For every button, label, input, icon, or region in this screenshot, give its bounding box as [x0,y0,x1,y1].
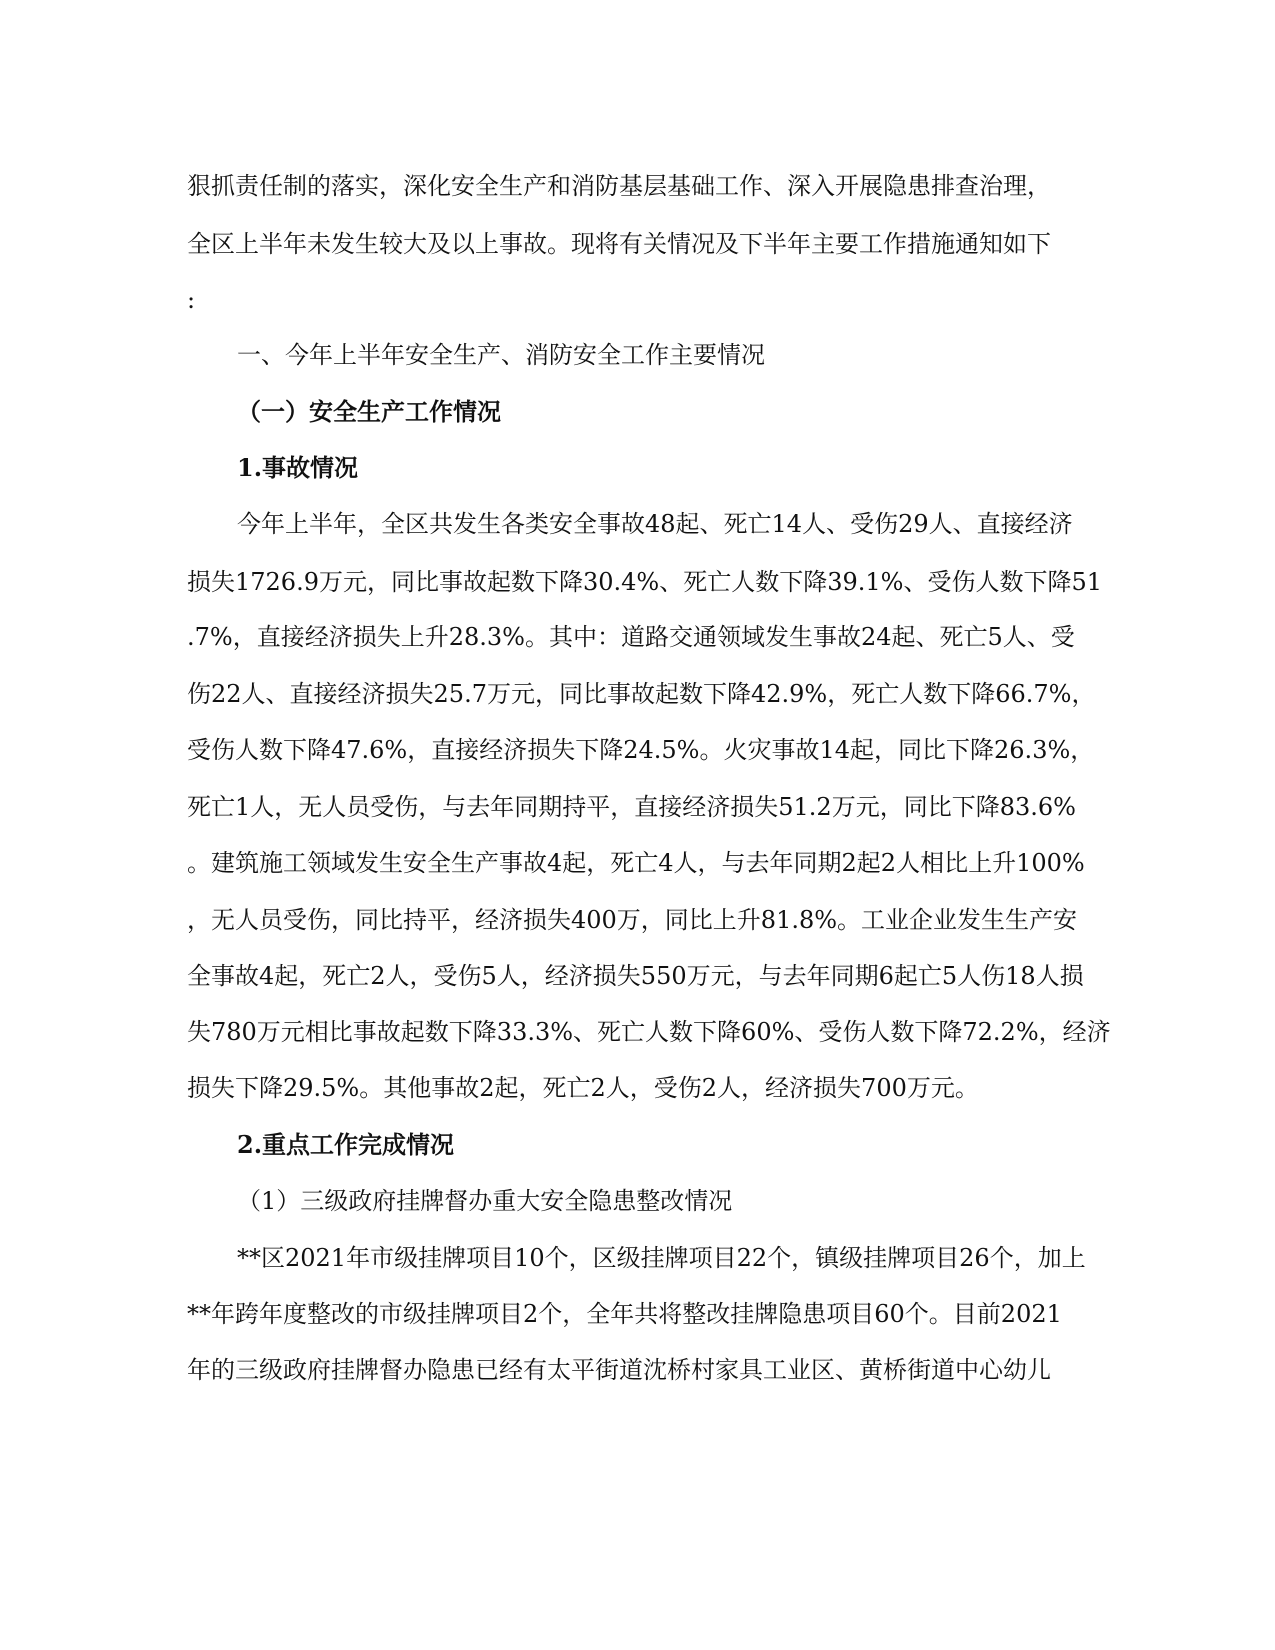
paragraph-line: 死亡1人，无人员受伤，与去年同期持平，直接经济损失51.2万元，同比下降83.6% [187,793,1076,821]
subsection-heading: 2.重点工作完成情况 [237,1130,455,1159]
paragraph-line: 全区上半年未发生较大及以上事故。现将有关情况及下半年主要工作措施通知如下 [187,230,1051,258]
paragraph-line: 损失下降29.5%。其他事故2起，死亡2人，受伤2人，经济损失700万元。 [187,1074,979,1102]
paragraph-line: **区2021年市级挂牌项目10个，区级挂牌项目22个，镇级挂牌项目26个，加上 [237,1244,1086,1272]
paragraph-line: **年跨年度整改的市级挂牌项目2个，全年共将整改挂牌隐患项目60个。目前2021 [187,1300,1062,1328]
paragraph-line: 伤22人、直接经济损失25.7万元，同比事故起数下降42.9%，死亡人数下降66.7%， [187,680,1096,708]
paragraph-line: 损失1726.9万元，同比事故起数下降30.4%、死亡人数下降39.1%、受伤人数下降51 [187,568,1102,596]
paragraph-line: 失780万元相比事故起数下降33.3%、死亡人数下降60%、受伤人数下降72.2%，经济 [187,1018,1111,1046]
paragraph-line: .7%，直接经济损失上升28.3%。其中：道路交通领域发生事故24起、死亡5人、受 [187,623,1075,651]
paragraph-line: 全事故4起，死亡2人，受伤5人，经济损失550万元，与去年同期6起亡5人伤18人损 [187,962,1084,990]
paragraph-line: 狠抓责任制的落实，深化安全生产和消防基层基础工作、深入开展隐患排查治理， [187,172,1051,200]
section-heading: 一、今年上半年安全生产、消防安全工作主要情况 [237,341,765,369]
subsection-heading: （一）安全生产工作情况 [237,397,501,426]
paragraph-line: 年的三级政府挂牌督办隐患已经有太平街道沈桥村家具工业区、黄桥街道中心幼儿 [187,1356,1051,1384]
item-heading: （1）三级政府挂牌督办重大安全隐患整改情况 [237,1187,733,1215]
paragraph-line: ，无人员受伤，同比持平，经济损失400万，同比上升81.8%。工业企业发生生产安 [187,906,1078,934]
paragraph-line: 。建筑施工领域发生安全生产事故4起，死亡4人，与去年同期2起2人相比上升100% [187,849,1085,877]
subsection-heading: 1.事故情况 [237,453,359,482]
paragraph-line: 受伤人数下降47.6%，直接经济损失下降24.5%。火灾事故14起，同比下降26.3%， [187,736,1095,764]
paragraph-line: 今年上半年，全区共发生各类安全事故48起、死亡14人、受伤29人、直接经济 [237,510,1073,538]
paragraph-line: : [187,286,196,314]
